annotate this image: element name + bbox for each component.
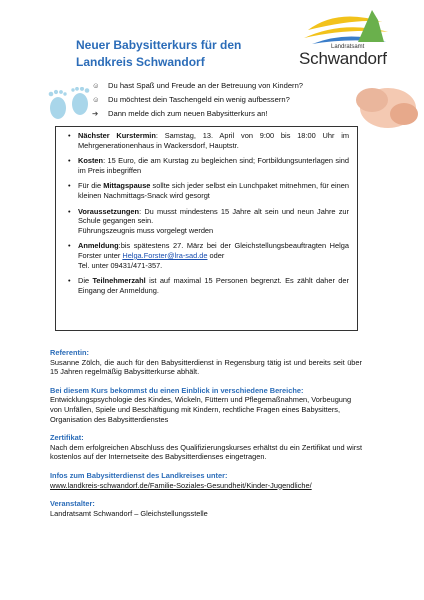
organizer-text: Landratsamt Schwandorf – Gleichstellungsstelle xyxy=(50,508,208,518)
referent-section xyxy=(50,348,362,377)
arrow-right-icon: ➔ xyxy=(92,109,99,118)
logo-subtitle: Landratsamt xyxy=(331,44,365,50)
intro-item: ☺ Du hast Spaß und Freude an der Betreuung von Kindern? xyxy=(92,79,303,93)
detail-date: • Nächster Kurstermin: Samstag, 13. April von 9:00 bis 18:00 Uhr im Mehrgenerationenhaus in Wackersdorf, Hauptstr. xyxy=(78,131,349,150)
certificate-text: Nach dem erfolgreichen Abschluss des Qualifizierungskurses erhältst du ein Zertifikat und wirst kostenlos auf der Internetseite des Babysitterdienses eingetragen. xyxy=(50,442,362,462)
topics-heading: Bei diesem Kurs bekommst du einen Einblick in verschiedene Bereiche: xyxy=(50,385,304,395)
info-sections xyxy=(50,348,362,527)
course-details-box xyxy=(55,126,358,331)
info-section xyxy=(50,471,362,490)
referent-heading: Referentin: xyxy=(50,348,90,357)
certificate-section xyxy=(50,433,362,462)
intro-list xyxy=(92,79,303,121)
logo-title: Schwandorf xyxy=(299,49,387,68)
detail-cost: • Kosten: 15 Euro, die am Kurstag zu begleichen sind; Fortbildungsunterlagen sind im Preis inbegriffen xyxy=(78,156,349,175)
detail-requirements: • Voraussetzungen: Du musst mindestens 15 Jahre alt sein und neun Jahre zur Schule gegangen sein. Führungszeugnis muss vorgelegt werden xyxy=(78,207,349,236)
detail-lunch: • Für die Mittagspause sollte sich jeder selbst ein Lunchpaket mitnehmen, für einen kleinen Nachmittags-Snack wird gesorgt xyxy=(78,181,349,200)
intro-item: ☺ Du möchtest dein Taschengeld ein wenig aufbessern? xyxy=(92,93,303,107)
title-line-1: Neuer Babysitterkurs für den xyxy=(76,38,242,52)
topics-section xyxy=(50,386,362,424)
baby-feet-icon xyxy=(40,87,100,121)
referent-text: Susanne Zölch, die auch für den Babysitterdienst in Regensburg tätig ist und bereits seit über 15 Jahren regelmäßig Babysitterkurse abhält. xyxy=(50,357,362,377)
info-link[interactable]: www.landkreis-schwandorf.de/Familie-Soziales-Gesundheit/Kinder-Jugendliche/ xyxy=(50,480,312,490)
topics-text: Entwicklungspsychologie des Kindes, Wickeln, Füttern und Pflegemaßnahmen, Vorbeugung von Unfällen, Spiele und Beschäftigung mit Kindern, rechtliche Fragen eines Babysitters, Organisation des Babysitterdienstes xyxy=(50,395,352,424)
certificate-heading: Zertifikat: xyxy=(50,433,84,443)
email-link[interactable]: Helga.Forster@lra-sad.de xyxy=(122,250,208,260)
organizer-heading: Veranstalter: xyxy=(50,499,95,509)
detail-participants: • Die Teilnehmerzahl ist auf maximal 15 Personen begrenzt. Es zählt daher der Eingang der Anmeldung. xyxy=(78,276,349,295)
intro-item: ➔ Dann melde dich zum neuen Babysitterkurs an! xyxy=(92,107,303,121)
detail-registration: • Anmeldung:bis spätestens 27. März bei der Gleichstellungsbeauftragten Helga Forster unter Helga.Forster@lra-sad.de oder Tel. unter 09431/471-357. xyxy=(78,241,349,270)
organizer-section xyxy=(50,499,362,518)
smiley-icon: ☺ xyxy=(92,95,100,104)
info-heading: Infos zum Babysitterdienst des Landkreises unter: xyxy=(50,470,228,480)
baby-foot-photo xyxy=(342,78,422,130)
smiley-icon: ☺ xyxy=(92,81,100,90)
title-line-2: Landkreis Schwandorf xyxy=(76,55,205,69)
page-title xyxy=(76,37,306,71)
